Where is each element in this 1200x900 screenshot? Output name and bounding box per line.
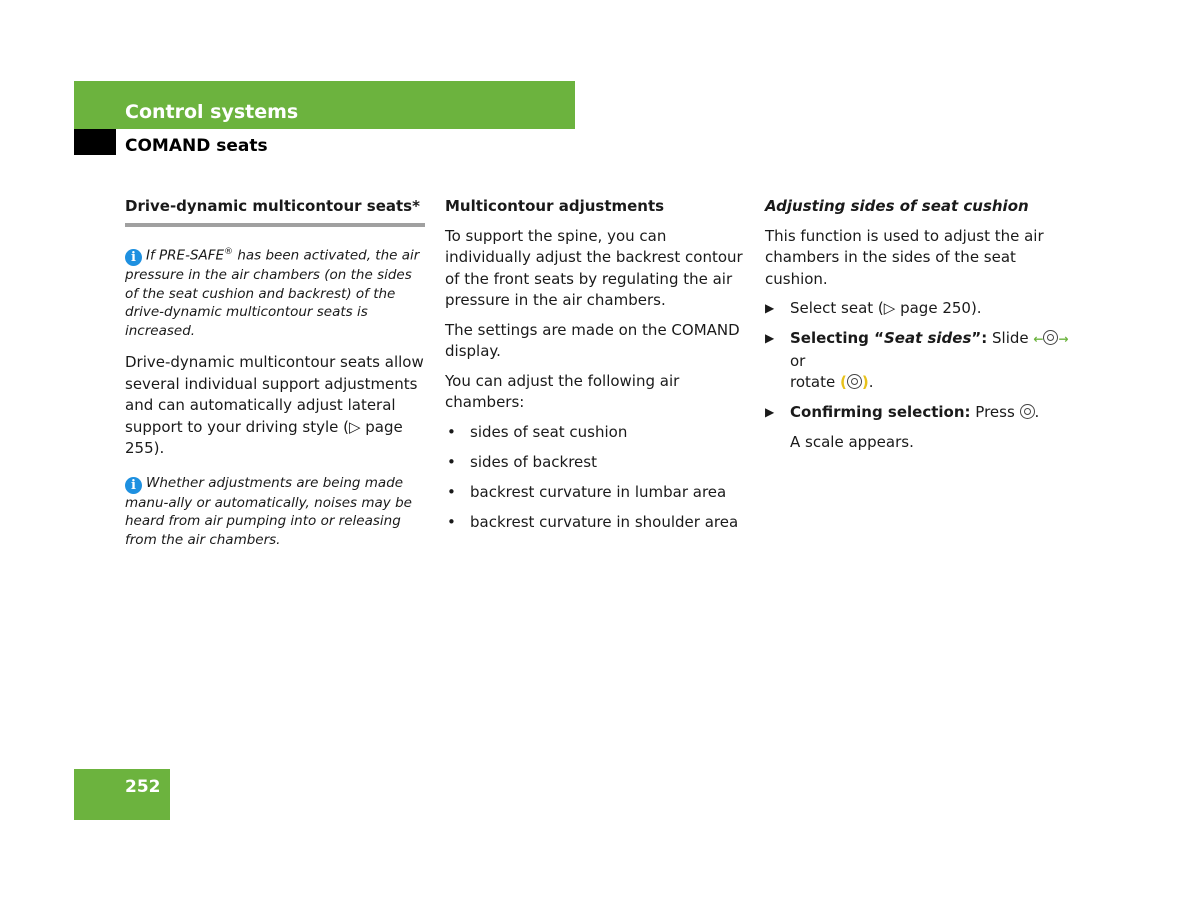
heading-adjusting-sides: Adjusting sides of seat cushion bbox=[765, 197, 1029, 215]
step3-label: Confirming selection: bbox=[790, 403, 971, 421]
info1-text-pre: If PRE-SAFE bbox=[146, 247, 225, 263]
paragraph-support-spine: To support the spine, you can individually adjust the backrest contour of the front seats by regulating the air pressure in the air chambers. bbox=[445, 226, 743, 309]
step2-slide: Slide bbox=[987, 329, 1034, 347]
list-item: • backrest curvature in shoulder area bbox=[445, 512, 750, 534]
result-text: A scale appears. bbox=[790, 433, 914, 451]
step-arrow-icon: ▶ bbox=[765, 405, 775, 419]
step3-text: Press bbox=[970, 403, 1020, 421]
heading-multicontour: Multicontour adjustments bbox=[445, 197, 665, 215]
heading-drive-dynamic: Drive-dynamic multicontour seats* bbox=[125, 196, 425, 227]
subsection-title: COMAND seats bbox=[125, 136, 268, 156]
slide-controller-icon: ← → bbox=[1033, 332, 1069, 346]
step2-or: or bbox=[790, 351, 806, 370]
step-confirming: ▶ Confirming selection: Press . bbox=[765, 402, 1075, 424]
info2-text: Whether adjustments are being made manu-ally or automatically, noises may be heard from air pumping into or releasing from the air chambers. bbox=[125, 474, 412, 548]
step2-label-italic: Seat sides bbox=[884, 329, 972, 347]
step-arrow-icon: ▶ bbox=[765, 301, 775, 315]
step-arrow-icon: ▶ bbox=[765, 331, 775, 345]
page-number-box bbox=[74, 769, 170, 820]
section-marker bbox=[74, 129, 116, 155]
column-middle bbox=[445, 196, 750, 542]
info1-text-post: has been activated, the air pressure in the air chambers (on the sides of the seat cushion and backrest) of the drive-dynamic multicontour seats is increased. bbox=[125, 247, 420, 339]
step-selecting-seat-sides: ▶ Selecting “Seat sides”: Slide ← → or rotate ( ). bbox=[765, 329, 1069, 391]
paragraph-function: This function is used to adjust the air chambers in the sides of the seat cushion. bbox=[765, 226, 1044, 288]
info-icon: i bbox=[125, 477, 142, 494]
column-right bbox=[765, 196, 1075, 462]
list-item: • backrest curvature in lumbar area bbox=[445, 482, 750, 504]
section-header-bar bbox=[74, 81, 575, 129]
list-item: • sides of seat cushion bbox=[445, 422, 750, 444]
info-note-presafe bbox=[125, 243, 425, 341]
step2-rotate: rotate bbox=[790, 373, 840, 391]
step2-label-pre: Selecting “ bbox=[790, 329, 884, 347]
press-controller-icon bbox=[1020, 403, 1035, 421]
paragraph-drive-dynamic: Drive-dynamic multicontour seats allow several individual support adjustments and can automatically adjust lateral support to your driving style (▷ page 255). bbox=[125, 353, 424, 457]
paragraph-settings: The settings are made on the COMAND display. bbox=[445, 320, 740, 360]
section-title: Control systems bbox=[125, 101, 299, 123]
list-item: • sides of backrest bbox=[445, 452, 750, 474]
rotate-controller-icon: ( ) bbox=[839, 373, 869, 391]
info-icon: i bbox=[125, 249, 142, 266]
paragraph-air-chambers: You can adjust the following air chambers: bbox=[445, 371, 680, 411]
info-note-noises bbox=[125, 474, 425, 550]
step-select-seat bbox=[765, 298, 1075, 320]
registered-mark: ® bbox=[224, 246, 234, 257]
column-left bbox=[125, 196, 425, 557]
step2-label-post: ”: bbox=[971, 329, 988, 347]
page-number: 252 bbox=[125, 777, 161, 797]
step1-text: Select seat (▷ page 250). bbox=[790, 299, 982, 317]
air-chamber-list bbox=[445, 422, 750, 534]
